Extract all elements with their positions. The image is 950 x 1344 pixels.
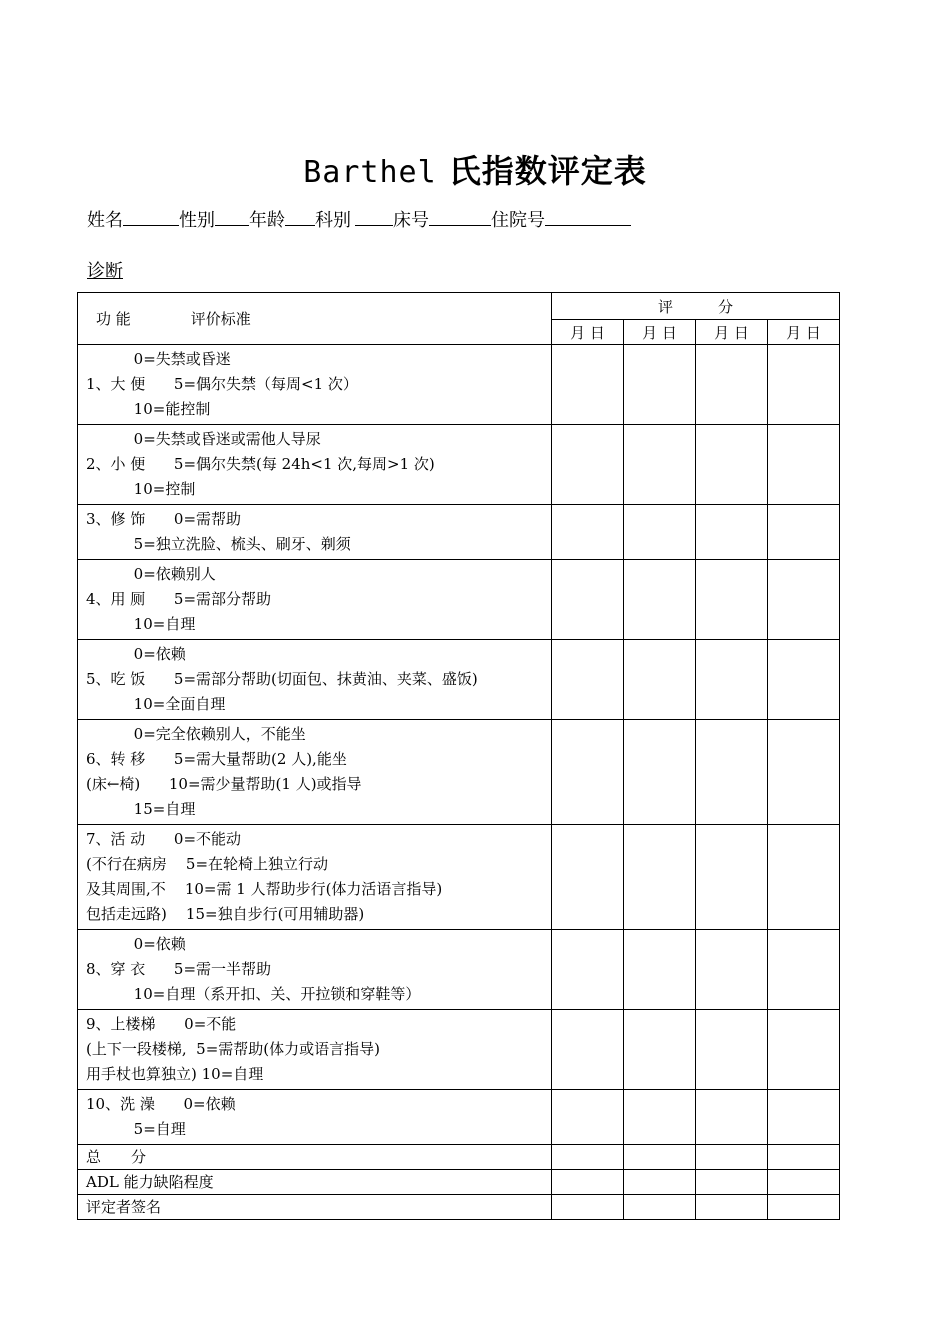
- age-field[interactable]: [285, 207, 315, 226]
- criteria-cell: [78, 505, 552, 560]
- total-row: [78, 1145, 840, 1170]
- criteria-line: 用手杖也算独立) 10=自理: [86, 1065, 264, 1083]
- bed-field[interactable]: [429, 207, 491, 226]
- score-cell[interactable]: [696, 640, 768, 720]
- criteria-line: (不行在病房 5=在轮椅上独立行动: [86, 855, 329, 873]
- function-header: 功 能: [96, 310, 131, 328]
- criteria-line: 1、大 便 5=偶尔失禁（每周<1 次）: [86, 375, 358, 393]
- score-cell[interactable]: [696, 560, 768, 640]
- name-label: 姓名: [87, 210, 123, 231]
- score-cell[interactable]: [624, 345, 696, 425]
- table-row: [78, 640, 840, 720]
- criteria-line: 10、洗 澡 0=依赖: [86, 1095, 236, 1113]
- score-cell[interactable]: [768, 560, 840, 640]
- criteria-header: 评价标准: [190, 310, 251, 328]
- date-header-2: 月 日: [624, 320, 696, 345]
- total-score-cell[interactable]: [624, 1145, 696, 1170]
- criteria-line: 0=完全依赖别人，不能坐: [86, 725, 306, 743]
- criteria-line: 0=失禁或昏迷或需他人导尿: [86, 430, 321, 448]
- adl-label: ADL 能力缺陷程度: [78, 1170, 552, 1195]
- score-cell[interactable]: [768, 825, 840, 930]
- score-cell[interactable]: [624, 930, 696, 1010]
- criteria-line: 7、活 动 0=不能动: [86, 830, 242, 848]
- score-cell[interactable]: [696, 720, 768, 825]
- title-latin: Barthel: [303, 155, 437, 190]
- score-cell[interactable]: [768, 640, 840, 720]
- criteria-line: 0=失禁或昏迷: [86, 350, 231, 368]
- score-cell[interactable]: [552, 560, 624, 640]
- table-row: [78, 720, 840, 825]
- total-score-cell[interactable]: [768, 1145, 840, 1170]
- score-cell[interactable]: [552, 1010, 624, 1090]
- score-cell[interactable]: [552, 930, 624, 1010]
- date-header-3: 月 日: [696, 320, 768, 345]
- bed-label: 床号: [393, 210, 429, 231]
- criteria-cell: [78, 640, 552, 720]
- criteria-line: 0=依赖: [86, 645, 186, 663]
- criteria-line: 10=全面自理: [86, 695, 226, 713]
- score-cell[interactable]: [552, 825, 624, 930]
- criteria-line: 15=自理: [86, 800, 196, 818]
- age-label: 年龄: [249, 210, 285, 231]
- score-cell[interactable]: [552, 1090, 624, 1145]
- criteria-line: 10=控制: [86, 480, 196, 498]
- adl-row: [78, 1170, 840, 1195]
- adl-score-cell[interactable]: [768, 1170, 840, 1195]
- score-cell[interactable]: [696, 1010, 768, 1090]
- criteria-line: 3、修 饰 0=需帮助: [86, 510, 242, 528]
- criteria-line: 0=依赖别人: [86, 565, 216, 583]
- score-cell[interactable]: [552, 640, 624, 720]
- criteria-line: 及其周围,不 10=需 1 人帮助步行(体力活语言指导): [86, 880, 443, 898]
- score-cell[interactable]: [696, 425, 768, 505]
- score-cell[interactable]: [624, 560, 696, 640]
- criteria-line: 10=自理（系开扣、关、开拉锁和穿鞋等）: [86, 985, 421, 1003]
- table-row: [78, 505, 840, 560]
- score-cell[interactable]: [696, 825, 768, 930]
- criteria-line: 0=依赖: [86, 935, 186, 953]
- score-cell[interactable]: [768, 930, 840, 1010]
- score-cell[interactable]: [552, 345, 624, 425]
- criteria-line: 10=自理: [86, 615, 196, 633]
- barthel-table: [77, 292, 840, 1220]
- score-cell[interactable]: [696, 930, 768, 1010]
- score-cell[interactable]: [696, 1090, 768, 1145]
- adl-score-cell[interactable]: [624, 1170, 696, 1195]
- score-cell[interactable]: [768, 1010, 840, 1090]
- criteria-line: 2、小 便 5=偶尔失禁(每 24h<1 次,每周>1 次): [86, 455, 435, 473]
- page-title: [0, 146, 950, 192]
- score-cell[interactable]: [624, 1090, 696, 1145]
- gender-field[interactable]: [215, 207, 249, 226]
- signature-cell[interactable]: [624, 1195, 696, 1220]
- table-row: [78, 345, 840, 425]
- criteria-line: (床←椅) 10=需少量帮助(1 人)或指导: [86, 775, 362, 793]
- table-row: [78, 425, 840, 505]
- criteria-line: 5=独立洗脸、梳头、刷牙、剃须: [86, 535, 351, 553]
- criteria-line: 5=自理: [86, 1120, 186, 1138]
- signature-label: 评定者签名: [78, 1195, 552, 1220]
- header-row: [78, 293, 840, 320]
- score-cell[interactable]: [624, 825, 696, 930]
- criteria-cell: [78, 930, 552, 1010]
- admission-field[interactable]: [545, 207, 631, 226]
- table-row: [78, 1010, 840, 1090]
- function-header-cell: [78, 293, 552, 345]
- table-row: [78, 560, 840, 640]
- criteria-cell: [78, 345, 552, 425]
- gender-label: 性别: [179, 210, 215, 231]
- score-cell[interactable]: [624, 505, 696, 560]
- score-cell[interactable]: [696, 505, 768, 560]
- criteria-line: 5、吃 饭 5=需部分帮助(切面包、抹黄油、夹菜、盛饭): [86, 670, 478, 688]
- total-score-cell[interactable]: [696, 1145, 768, 1170]
- name-field[interactable]: [123, 207, 179, 226]
- criteria-line: 10=能控制: [86, 400, 211, 418]
- total-label: 总 分: [78, 1145, 552, 1170]
- criteria-cell: [78, 720, 552, 825]
- score-cell[interactable]: [768, 1090, 840, 1145]
- criteria-cell: [78, 560, 552, 640]
- criteria-line: 包括走远路) 15=独自步行(可用辅助器): [86, 905, 365, 923]
- table-row: [78, 825, 840, 930]
- criteria-line: (上下一段楼梯, 5=需帮助(体力或语言指导): [86, 1040, 380, 1058]
- signature-cell[interactable]: [696, 1195, 768, 1220]
- title-cjk: 氏指数评定表: [448, 152, 647, 190]
- signature-row: [78, 1195, 840, 1220]
- score-cell[interactable]: [552, 425, 624, 505]
- criteria-cell: [78, 1090, 552, 1145]
- score-cell[interactable]: [768, 720, 840, 825]
- score-cell[interactable]: [768, 345, 840, 425]
- department-field[interactable]: [355, 207, 393, 226]
- signature-cell[interactable]: [552, 1195, 624, 1220]
- score-cell[interactable]: [624, 425, 696, 505]
- score-cell[interactable]: [624, 640, 696, 720]
- department-label: 科别: [315, 210, 351, 231]
- date-header-4: 月 日: [768, 320, 840, 345]
- score-cell[interactable]: [768, 425, 840, 505]
- criteria-cell: [78, 825, 552, 930]
- criteria-cell: [78, 1010, 552, 1090]
- score-header: 评 分: [552, 293, 840, 320]
- patient-info-line: [87, 206, 631, 232]
- criteria-line: 9、上楼梯 0=不能: [86, 1015, 237, 1033]
- adl-score-cell[interactable]: [552, 1170, 624, 1195]
- criteria-cell: [78, 425, 552, 505]
- date-header-1: 月 日: [552, 320, 624, 345]
- table-row: [78, 1090, 840, 1145]
- score-cell[interactable]: [552, 505, 624, 560]
- table-row: [78, 930, 840, 1010]
- criteria-line: 6、转 移 5=需大量帮助(2 人),能坐: [86, 750, 347, 768]
- criteria-line: 4、用 厕 5=需部分帮助: [86, 590, 272, 608]
- admission-label: 住院号: [491, 210, 545, 231]
- diagnosis-label: 诊断: [87, 261, 123, 282]
- score-cell[interactable]: [768, 505, 840, 560]
- adl-score-cell[interactable]: [696, 1170, 768, 1195]
- score-cell[interactable]: [624, 1010, 696, 1090]
- score-cell[interactable]: [696, 345, 768, 425]
- signature-cell[interactable]: [768, 1195, 840, 1220]
- score-cell[interactable]: [624, 720, 696, 825]
- criteria-line: 8、穿 衣 5=需一半帮助: [86, 960, 272, 978]
- score-cell[interactable]: [552, 720, 624, 825]
- total-score-cell[interactable]: [552, 1145, 624, 1170]
